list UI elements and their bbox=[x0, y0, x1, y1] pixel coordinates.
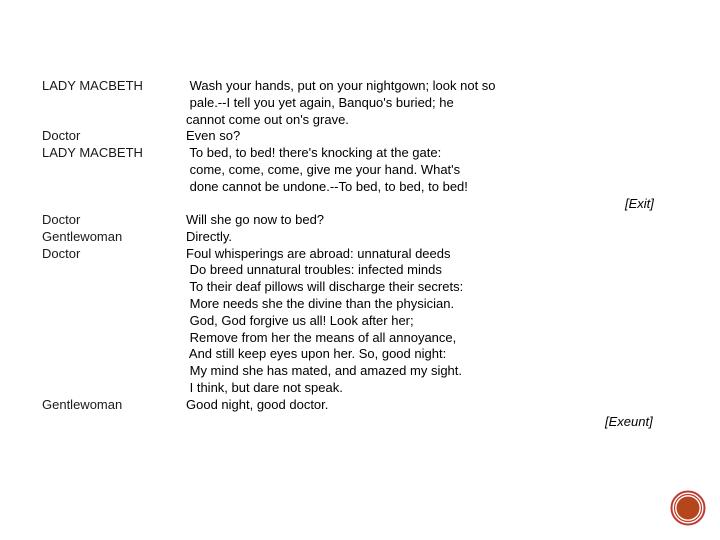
dialogue-line: Directly. bbox=[186, 228, 232, 244]
dialogue-line: Will she go now to bed? bbox=[186, 212, 325, 227]
dialogue-line: Foul whisperings are abroad: unnatural deeds bbox=[186, 245, 451, 261]
stage-direction-exeunt: [Exeunt] bbox=[605, 414, 653, 429]
speaker-column-1 bbox=[42, 78, 172, 162]
dialogue-line: Remove from her the means of all annoyance, bbox=[186, 329, 457, 345]
dialogue-block-1 bbox=[186, 78, 546, 196]
dialogue-line: done cannot be undone.--To bed, to bed, to bed! bbox=[186, 178, 468, 194]
speaker-name: Doctor bbox=[42, 245, 81, 261]
dialogue-line: Wash your hands, put on your nightgown; look not so bbox=[186, 78, 496, 93]
stage-direction-exit: [Exit] bbox=[625, 196, 654, 211]
speaker-column-2 bbox=[42, 212, 172, 262]
speaker-name: Doctor bbox=[42, 212, 81, 227]
dialogue-line: God, God forgive us all! Look after her; bbox=[186, 312, 414, 328]
dialogue-line: To bed, to bed! there's knocking at the gate: bbox=[186, 145, 442, 161]
dialogue-line: Do breed unnatural troubles: infected minds bbox=[186, 262, 442, 278]
dialogue-line: To their deaf pillows will discharge their secrets: bbox=[186, 279, 464, 295]
dialogue-block-3 bbox=[186, 397, 546, 414]
speaker-name: LADY MACBETH bbox=[42, 145, 143, 161]
dialogue-line: I think, but dare not speak. bbox=[186, 379, 343, 395]
dialogue-line: My mind she has mated, and amazed my sight. bbox=[186, 363, 463, 379]
dialogue-line: cannot come out on's grave. bbox=[186, 111, 349, 127]
speaker-spacer bbox=[42, 112, 172, 129]
dialogue-line: pale.--I tell you yet again, Banquo's buried; he bbox=[186, 94, 454, 110]
dialogue-line: More needs she the divine than the physician. bbox=[186, 295, 455, 311]
dialogue-line: come, come, come, give me your hand. What's bbox=[186, 161, 461, 177]
dialogue-line: Even so? bbox=[186, 128, 241, 144]
speaker-name: LADY MACBETH bbox=[42, 78, 143, 93]
speaker-name: Gentlewoman bbox=[42, 228, 123, 244]
circular-emblem-icon bbox=[670, 490, 706, 526]
speaker-column-3 bbox=[42, 397, 172, 414]
speaker-spacer bbox=[42, 95, 172, 112]
dialogue-line: Good night, good doctor. bbox=[186, 397, 329, 412]
speaker-name: Doctor bbox=[42, 128, 81, 144]
speaker-name: Gentlewoman bbox=[42, 397, 123, 412]
dialogue-block-2 bbox=[186, 212, 546, 397]
dialogue-line: And still keep eyes upon her. So, good night: bbox=[186, 346, 447, 362]
